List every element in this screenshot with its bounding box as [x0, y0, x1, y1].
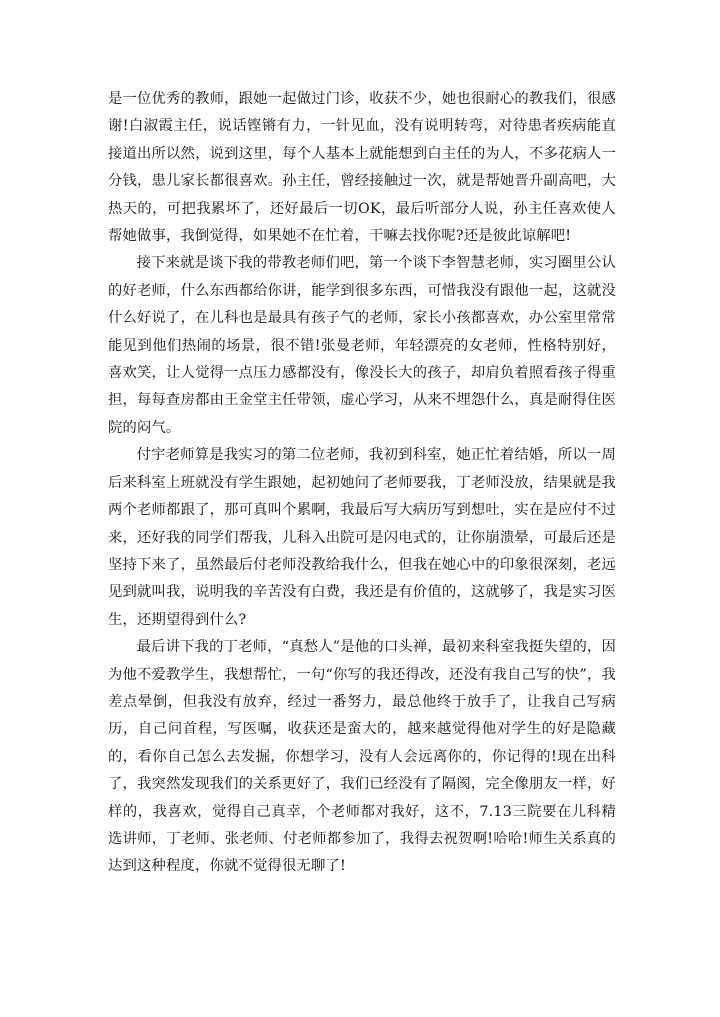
paragraph-1: 是一位优秀的教师，跟她一起做过门诊，收获不少，她也很耐心的教我们，很感谢!白淑霞主任，说话铿锵有力，一针见血，没有说明转弯，对待患者疾病能直接道出所以然，说到这里，每个人基本上就能想到白主任的为人，不多花病人一分钱，患儿家长都很喜欢。孙主任，曾经接触过一次，就是帮她晋升副高吧，大热天的，可把我累坏了，还好最后一切OK，最后听部分人说，孙主任喜欢使人帮她做事，我倒觉得，如果她不在忙着，干嘛去找你呢?还是彼此谅解吧!: [108, 91, 616, 245]
paragraph-2: 接下来就是谈下我的带教老师们吧，第一个谈下李智慧老师，实习圈里公认的好老师，什么东西都给你讲，能学到很多东西，可惜我没有跟他一起，这就没什么好说了，在儿科也是最具有孩子气的老师，家长小孩都喜欢，办公室里常常能见到他们热闹的场景，很不错!张曼老师，年轻漂亮的女老师，性格特别好，喜欢笑，让人觉得一点压力感都没有，像没长大的孩子，却肩负着照看孩子得重担，每每查房都由王金堂主任带领，虚心学习，从来不埋怨什么，真是耐得住医院的闷气。: [108, 255, 616, 436]
paragraph-4: 最后讲下我的丁老师，“真愁人”是他的口头禅，最初来科室我挺失望的，因为他不爱教学生，我想帮忙，一句“你写的我还得改，还没有我自己写的快”，我差点晕倒，但我没有放弃，经过一番努力，最总他终于放手了，让我自己写病历，自己问首程，写医嘱，收获还是蛮大的，越来越觉得他对学生的好是隐藏的，看你自己怎么去发掘，你想学习，没有人会远离你的，你记得的!现在出科了，我突然发现我们的关系更好了，我们已经没有了隔阂，完全像朋友一样，好样的，我喜欢，觉得自己真幸，个老师都对我好，这不，7.13三院要在儿科精选讲师，丁老师、张老师、付老师都参加了，我得去祝贺啊!哈哈!师生关系真的达到这种程度，你就不觉得很无聊了!: [108, 639, 616, 875]
document-body: [108, 86, 616, 881]
paragraph-3: 付宇老师算是我实习的第二位老师，我初到科室，她正忙着结婚，所以一周后来科室上班就没有学生跟她，起初她问了老师要我，丁老师没放，结果就是我两个老师都跟了，那可真叫个累啊，我最后写大病历写到想吐，实在是应付不过来，还好我的同学们帮我，儿科入出院可是闪电式的，让你崩溃晕，可最后还是坚持下来了，虽然最后付老师没教给我什么，但我在她心中的印象很深刻，老远见到就叫我，说明我的辛苦没有白费，我还是有价值的，这就够了，我是实习医生，还期望得到什么?: [108, 447, 616, 628]
